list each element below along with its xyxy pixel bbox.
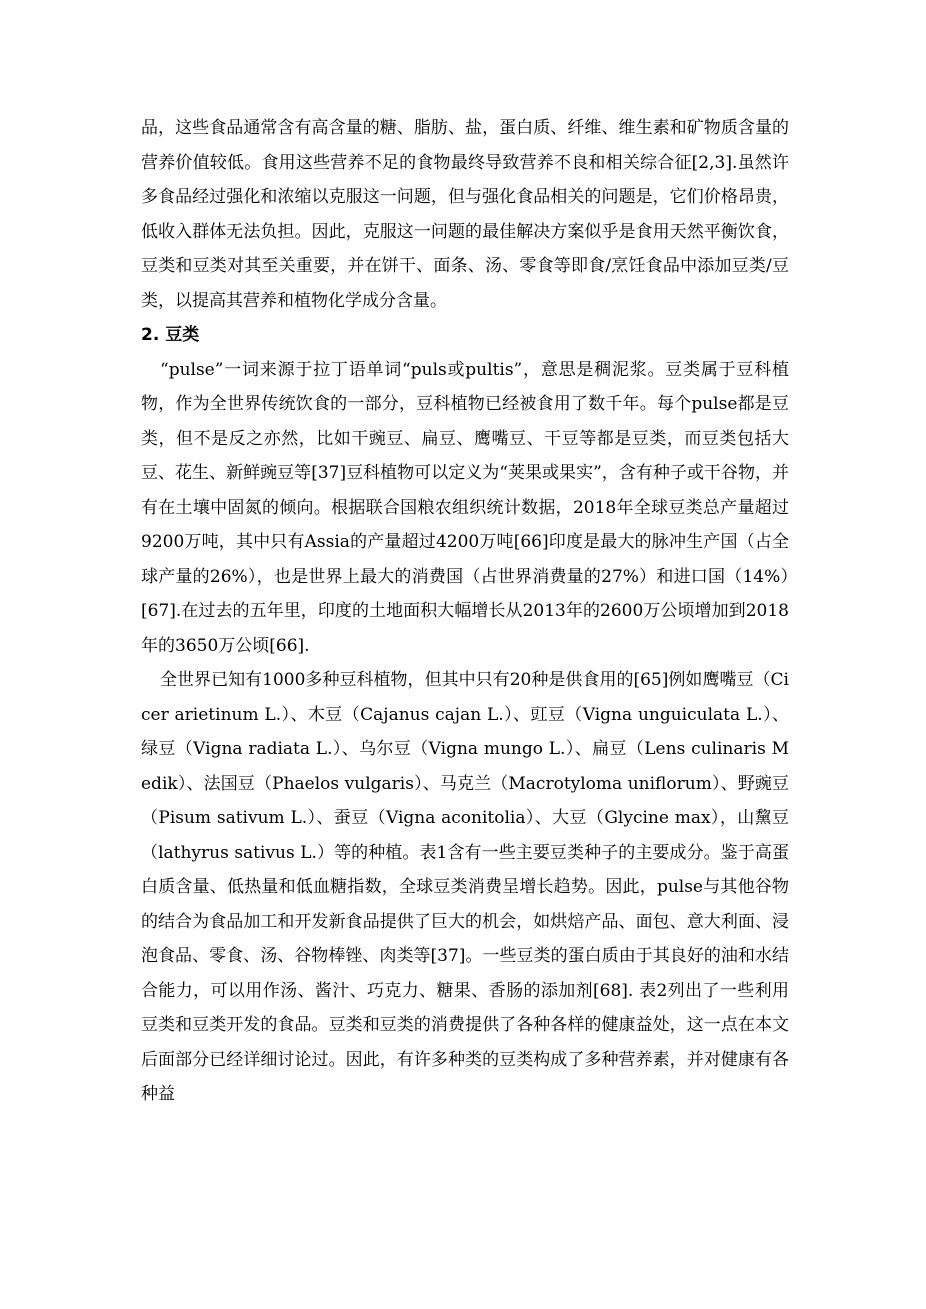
section-heading-pulses: 2. 豆类 (141, 325, 200, 345)
document-body (141, 111, 789, 1112)
paragraph-pulse-varieties: 全世界已知有1000多种豆科植物，但其中只有20种是供食用的[65]例如鹰嘴豆（Cicer arietinum L.）、木豆（Cajanus cajan L.）、豇豆（Vigna unguiculata L.）、绿豆（Vigna radiata L.）、乌尔豆（Vigna mungo L.）、扁豆（Lens culinaris Medik）、法国豆（Phaelos vulgaris）、马克兰（Macrotyloma uniflorum）、野豌豆（Pisum sativum L.）、蚕豆（Vigna aconitolia）、大豆（Glycine max），山黧豆（lathyrus sativus L.）等的种植。表1含有一些主要豆类种子的主要成分。鉴于高蛋白质含量、低热量和低血糖指数，全球豆类消费呈增长趋势。因此，pulse与其他谷物的结合为食品加工和开发新食品提供了巨大的机会，如烘焙产品、面包、意大利面、浸泡食品、零食、汤、谷物棒锉、肉类等[37]。一些豆类的蛋白质由于其良好的油和水结合能力，可以用作汤、酱汁、巧克力、糖果、香肠的添加剂[68]. 表2列出了一些利用豆类和豆类开发的食品。豆类和豆类的消费提供了各种各样的健康益处，这一点在本文后面部分已经详细讨论过。因此，有许多种类的豆类构成了多种营养素，并对健康有各种益 (141, 670, 789, 1104)
paragraph-pulse-definition: “pulse”一词来源于拉丁语单词“puls或pultis”，意思是稠泥浆。豆类属于豆科植物，作为全世界传统饮食的一部分，豆科植物已经被食用了数千年。每个pulse都是豆类，但不是反之亦然，比如干豌豆、扁豆、鹰嘴豆、干豆等都是豆类，而豆类包括大豆、花生、新鲜豌豆等[37]豆科植物可以定义为“荚果或果实”，含有种子或干谷物，并有在土壤中固氮的倾向。根据联合国粮农组织统计数据，2018年全球豆类总产量超过9200万吨，其中只有Assia的产量超过4200万吨[66]印度是最大的脉冲生产国（占全球产量的26%），也是世界上最大的消费国（占世界消费量的27%）和进口国（14%）[67].在过去的五年里，印度的土地面积大幅增长从2013年的2600万公顷增加到2018年的3650万公顷[66]. (141, 359, 789, 656)
paragraph-intro-continuation: 品，这些食品通常含有高含量的糖、脂肪、盐，蛋白质、纤维、维生素和矿物质含量的营养价值较低。食用这些营养不足的食物最终导致营养不良和相关综合征[2,3].虽然许多食品经过强化和浓缩以克服这一问题，但与强化食品相关的问题是，它们价格昂贵，低收入群体无法负担。因此，克服这一问题的最佳解决方案似乎是食用天然平衡饮食，豆类和豆类对其至关重要，并在饼干、面条、汤、零食等即食/烹饪食品中添加豆类/豆类，以提高其营养和植物化学成分含量。 (141, 118, 789, 311)
